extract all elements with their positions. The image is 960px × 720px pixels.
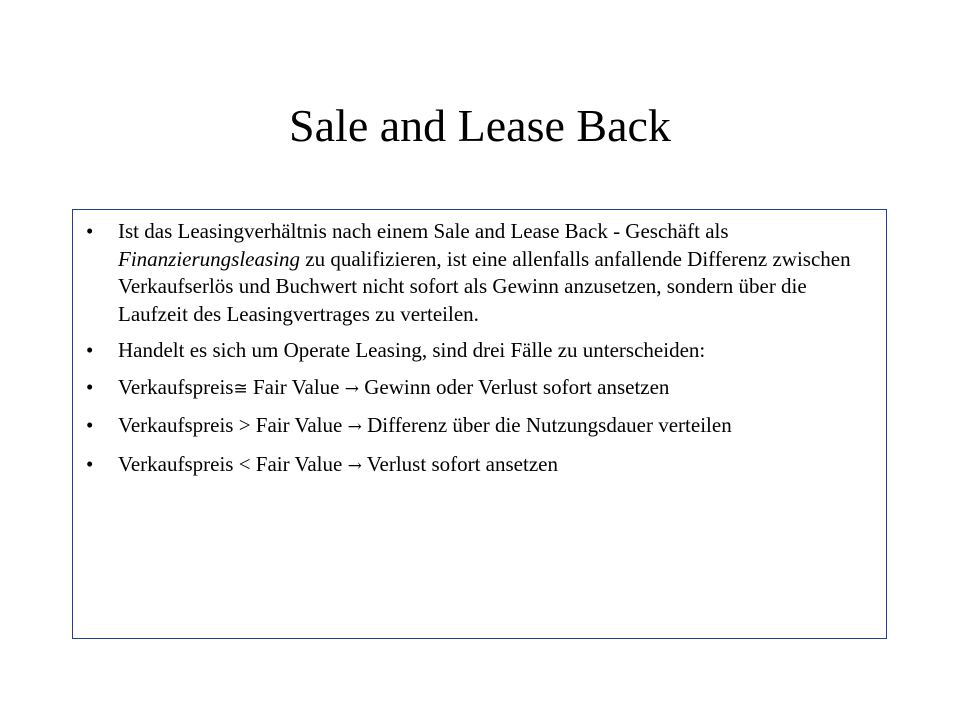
bullet-list — [86, 218, 876, 489]
bullet-icon: • — [86, 451, 94, 476]
bullet-icon: • — [86, 413, 94, 437]
bullet-text-part: Differenz über die Nutzungsdauer verteilen — [361, 413, 732, 437]
bullet-text — [118, 452, 558, 476]
right-arrow-icon: → — [347, 417, 362, 437]
bullet-item-case-approx-equal — [86, 374, 876, 404]
right-arrow-icon: → — [344, 378, 359, 399]
bullet-text-part: Ist das Leasingverhältnis nach einem Sale and Lease Back - Geschäft als — [118, 219, 729, 243]
bullet-text-part: Verlust sofort ansetzen — [361, 451, 558, 476]
bullet-text-emphasis: Finanzierungsleasing — [118, 246, 300, 271]
bullet-text-part: Fair Value — [247, 374, 345, 399]
bullet-text — [118, 375, 669, 399]
slide-title: Sale and Lease Back — [289, 100, 671, 151]
approx-equal-icon: ≅ — [233, 378, 248, 399]
bullet-item-case-less — [86, 451, 876, 481]
bullet-item-operate-leasing — [86, 337, 876, 365]
bullet-text-part: Verkaufspreis > Fair Value — [118, 413, 348, 437]
bullet-text — [118, 413, 732, 437]
bullet-icon: • — [86, 219, 94, 243]
bullet-text — [118, 219, 851, 326]
bullet-text-part: Verkaufspreis < Fair Value — [118, 451, 348, 476]
bullet-item-case-greater — [86, 412, 876, 442]
bullet-text: Handelt es sich um Operate Leasing, sind drei Fälle zu unterscheiden: — [118, 338, 706, 362]
bullet-text-part: Verkaufspreis — [118, 374, 234, 399]
bullet-text-part: zu qualifizieren, ist eine allenfalls anfallende Differenz zwischen Verkaufserlös und Buchwert nicht sofort als Gewinn anzusetzen, sondern über die Laufzeit des Leasingvertrages zu verteilen. — [118, 246, 851, 326]
right-arrow-icon: → — [347, 455, 362, 476]
bullet-icon: • — [86, 338, 94, 362]
content-box — [72, 209, 887, 639]
bullet-icon: • — [86, 374, 94, 399]
bullet-text-part: Gewinn oder Verlust sofort ansetzen — [358, 374, 670, 399]
bullet-item-finanzierungsleasing — [86, 218, 876, 328]
